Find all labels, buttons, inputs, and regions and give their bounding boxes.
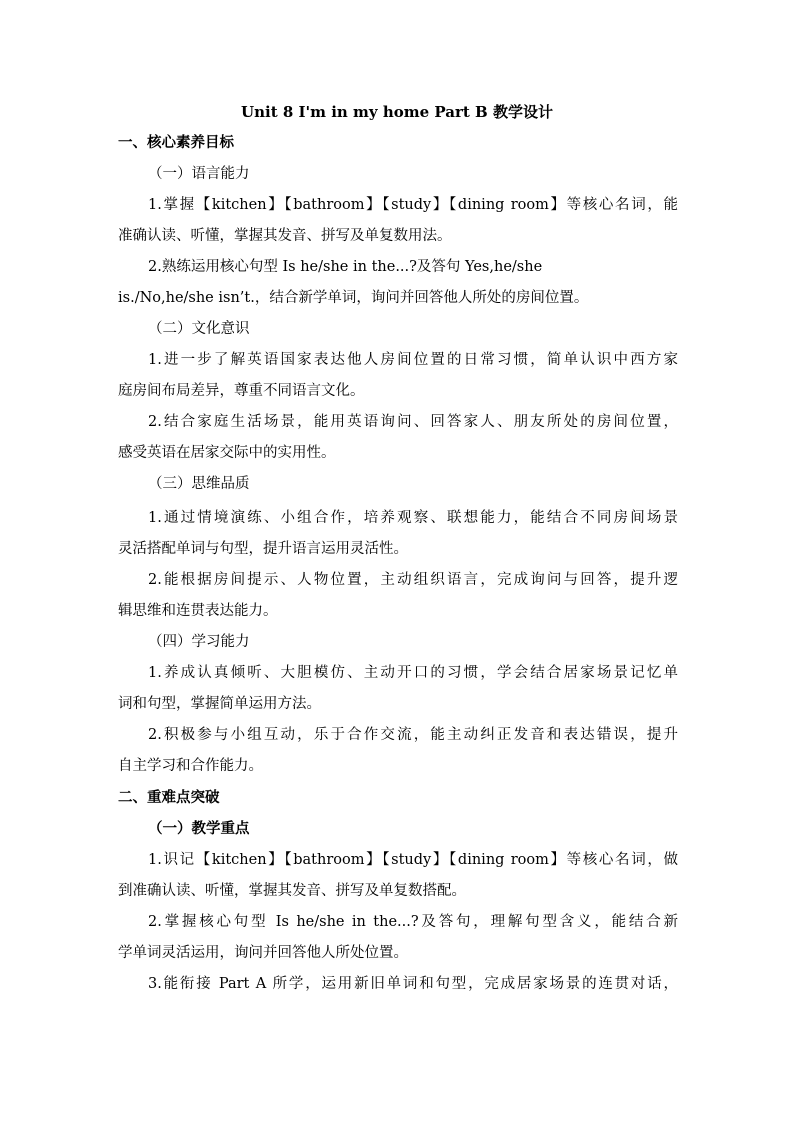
- paragraph-line: 感受英语在居家交际中的实用性。: [118, 445, 336, 461]
- section-heading-2: 二、重难点突破: [118, 789, 220, 806]
- paragraph-line: 1.掌握【kitchen】【bathroom】【study】【dining room】等核心名词，能: [148, 197, 678, 213]
- paragraph-line: 1.通过情境演练、小组合作，培养观察、联想能力，能结合不同房间场景: [148, 510, 678, 526]
- paragraph-line: 2.积极参与小组互动，乐于合作交流，能主动纠正发音和表达错误，提升: [148, 727, 678, 743]
- paragraph-line: 准确认读、听懂，掌握其发音、拼写及单复数用法。: [118, 228, 452, 244]
- subsection-heading-2-1: （一）教学重点: [148, 820, 250, 837]
- subsection-heading-1-4: （四）学习能力: [148, 634, 250, 650]
- paragraph-line: 到准确认读、听懂，掌握其发音、拼写及单复数搭配。: [118, 883, 466, 899]
- paragraph-line: 2.能根据房间提示、人物位置，主动组织语言，完成询问与回答，提升逻: [148, 572, 678, 588]
- subsection-heading-1-1: （一）语言能力: [148, 166, 250, 182]
- subsection-heading-1-3: （三）思维品质: [148, 476, 250, 492]
- paragraph-line: 学单词灵活运用，询问并回答他人所处位置。: [118, 945, 408, 961]
- paragraph-line: 自主学习和合作能力。: [118, 758, 263, 774]
- paragraph-line: 庭房间布局差异，尊重不同语言文化。: [118, 383, 365, 399]
- paragraph-line: 灵活搭配单词与句型，提升语言运用灵活性。: [118, 541, 408, 557]
- paragraph-line: 3.能衔接 Part A 所学，运用新旧单词和句型，完成居家场景的连贯对话，: [148, 976, 678, 992]
- paragraph-line: 2.结合家庭生活场景，能用英语询问、回答家人、朋友所处的房间位置，: [148, 414, 678, 430]
- paragraph-line: is./No,he/she isn’t.，结合新学单词，询问并回答他人所处的房间位置。: [118, 290, 589, 306]
- paragraph-line: 1.识记【kitchen】【bathroom】【study】【dining room】等核心名词，做: [148, 852, 678, 868]
- paragraph-line: 辑思维和连贯表达能力。: [118, 603, 278, 619]
- subsection-heading-1-2: （二）文化意识: [148, 321, 250, 337]
- paragraph-line: 1.进一步了解英语国家表达他人房间位置的日常习惯，简单认识中西方家: [148, 352, 678, 368]
- paragraph-line: 1.养成认真倾听、大胆模仿、主动开口的习惯，学会结合居家场景记忆单: [148, 665, 678, 681]
- document-title: Unit 8 I'm in my home Part B 教学设计: [241, 103, 553, 121]
- paragraph-line: 词和句型，掌握简单运用方法。: [118, 696, 321, 712]
- paragraph-line: 2.掌握核心句型 Is he/she in the...?及答句，理解句型含义，能结合新: [148, 914, 678, 930]
- section-heading-1: 一、核心素养目标: [118, 134, 234, 151]
- paragraph-line: 2.熟练运用核心句型 Is he/she in the...?及答句 Yes,he/she: [148, 259, 543, 275]
